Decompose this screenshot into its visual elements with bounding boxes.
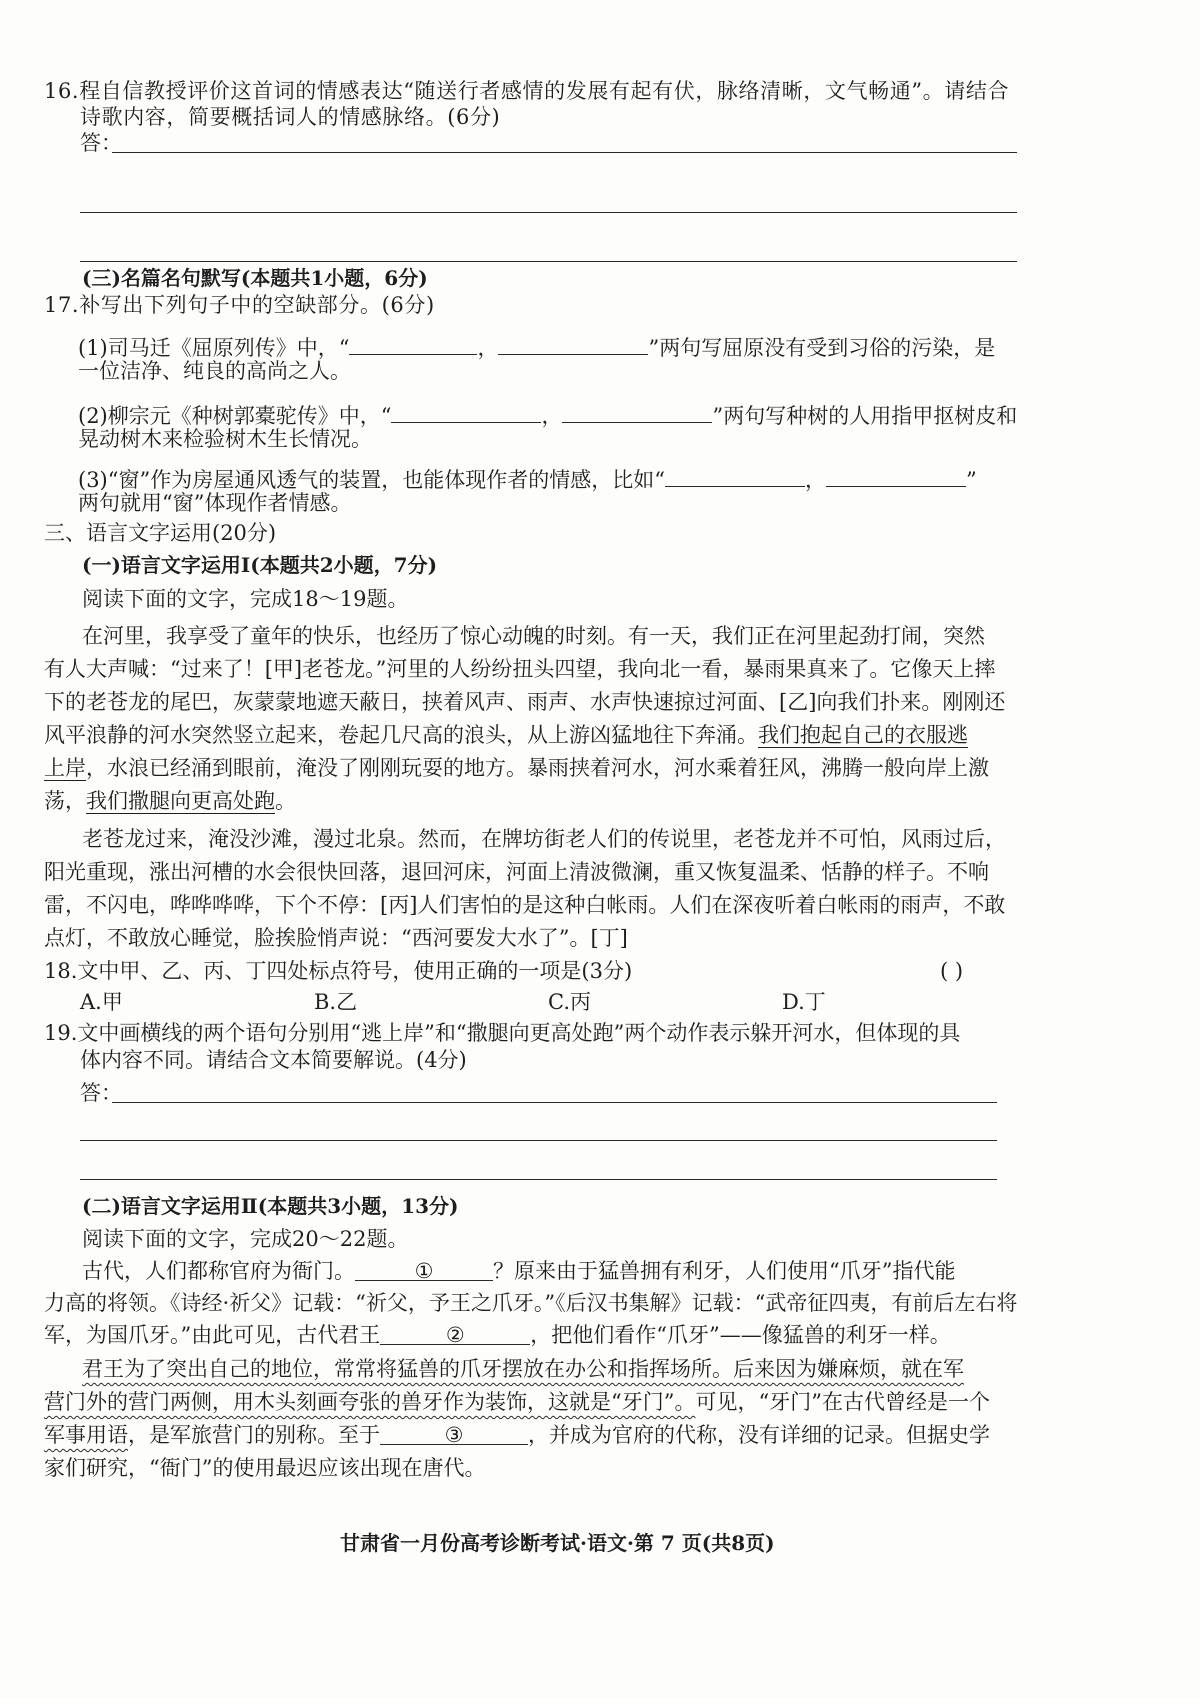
wavy-underlined-text: 营门外的营门两侧，用木头刻画夸张的兽牙作为装饰，这就是“牙门”。	[44, 1390, 696, 1414]
passage2-line: 家们研究，“衙门”的使用最迟应该出现在唐代。	[44, 1456, 486, 1480]
passage1-text: 。	[275, 789, 296, 813]
passage1-line	[44, 755, 989, 781]
q17-item3-line2: 两句就用“窗”体现作者情感。	[78, 491, 352, 515]
passage2-text: 可见，“牙门”在古代曾经是一个	[695, 1390, 990, 1414]
q17-stem: 17.补写出下列句子中的空缺部分。(6分)	[44, 293, 435, 317]
underlined-sentence-1-cont: 上岸	[44, 756, 86, 780]
q17-item-1	[78, 333, 995, 361]
q17-item-2	[78, 401, 1017, 429]
q17-item3-comma: ，	[804, 468, 826, 492]
q17-item2-suffix: ”两句写种树的人用指甲抠树皮和	[712, 404, 1018, 428]
passage1-line: 有人大声喊：“过来了！[甲]老苍龙。”河里的人纷纷扭头四望，我向北一看，暴雨果真来了。它像天上摔	[44, 657, 996, 681]
q17-item2-line2: 晃动树木来检验树木生长情况。	[78, 427, 372, 451]
passage2-blank-3[interactable]: ③	[380, 1423, 528, 1445]
passage1-line: 在河里，我享受了童年的快乐，也经历了惊心动魄的时刻。有一天，我们正在河里起劲打闹，突然	[82, 624, 985, 648]
q19-answer-line-1[interactable]	[112, 1102, 997, 1103]
passage1-line: 雷，不闪电，哗哗哗哗，下个不停：[丙]人们害怕的是这种白帐雨。人们在深夜听着白帐雨的雨声，不敢	[44, 893, 1006, 917]
q17-item1-blank-a[interactable]	[349, 333, 477, 355]
q17-item3-blank-b[interactable]	[826, 465, 966, 487]
q17-item3-prefix: (3)“窗”作为房屋通风透气的装置，也能体现作者的情感，比如“	[78, 468, 665, 492]
q18-stem: 18.文中甲、乙、丙、丁四处标点符号，使用正确的一项是(3分)	[44, 959, 633, 983]
q18-option-b[interactable]: B.乙	[314, 990, 358, 1014]
section-3-header: (三)名篇名句默写(本题共1小题，6分)	[82, 266, 428, 290]
q17-item1-blank-b[interactable]	[498, 333, 648, 355]
part-3-sub2-header: (二)语言文字运用Ⅱ(本题共3小题，13分)	[82, 1194, 459, 1218]
q18-answer-paren[interactable]: ( )	[940, 959, 964, 983]
q17-item1-line2: 一位洁净、纯良的高尚之人。	[78, 359, 351, 383]
passage1-text: 风平浪静的河水突然竖立起来，卷起几尺高的浪头，从上游凶猛地往下奔涌。	[44, 723, 758, 747]
q17-item3-suffix: ”	[965, 468, 977, 492]
q19-answer-label: 答：	[80, 1081, 122, 1105]
passage2-text: ，把他们看作“爪牙”——像猛兽的利牙一样。	[530, 1323, 951, 1347]
q19-answer-line-2[interactable]	[80, 1140, 997, 1141]
q16-stem-line2: 诗歌内容，简要概括词人的情感脉络。(6分)	[80, 105, 501, 129]
passage1-line	[44, 722, 968, 748]
passage1-line: 下的老苍龙的尾巴，灰蒙蒙地遮天蔽日，挟着风声、雨声、水声快速掠过河面、[乙]向我们扑来。刚刚还	[44, 690, 1006, 714]
q16-answer-line-3[interactable]	[80, 261, 1017, 262]
q17-item-3	[78, 465, 977, 493]
passage2-blank-1[interactable]: ①	[355, 1259, 493, 1281]
passage2-line: 力高的将领。《诗经·祈父》记载：“祈父，予王之爪牙。”《后汉书集解》记载：“武帝征四夷，有前后左右将	[44, 1291, 1018, 1315]
part-3-sub1-header: (一)语言文字运用Ⅰ(本题共2小题，7分)	[82, 553, 438, 577]
q19-answer-line-3[interactable]	[80, 1179, 997, 1180]
wavy-underlined-text: 军事用语	[44, 1423, 128, 1447]
passage1-line: 阳光重现，涨出河槽的水会很快回落，退回河床，河面上清波微澜，重又恢复温柔、恬静的样子。不响	[44, 860, 989, 884]
q18-option-c[interactable]: C.丙	[548, 990, 591, 1014]
underlined-sentence-1: 我们抱起自己的衣服逃	[758, 723, 968, 747]
passage2-line	[44, 1389, 990, 1415]
passage1-text: ，水浪已经涌到眼前，淹没了刚刚玩耍的地方。暴雨挟着河水，河水乘着狂风，沸腾一般向岸上激	[86, 756, 989, 780]
passage1-text: 荡，	[44, 789, 86, 813]
q16-answer-label: 答：	[80, 131, 122, 155]
q16-answer-line-1[interactable]	[112, 152, 1017, 153]
passage2-line	[82, 1356, 964, 1382]
q16-stem-line1: 16.程自信教授评价这首词的情感表达“随送行者感情的发展有起有伏，脉络清晰，文气畅通”。请结合	[44, 79, 1010, 103]
q18-option-a[interactable]: A.甲	[80, 990, 123, 1014]
q17-item2-blank-b[interactable]	[562, 401, 712, 423]
q17-item2-comma: ，	[541, 404, 563, 428]
passage2-line	[44, 1422, 990, 1448]
part-3-sub2-instruction: 阅读下面的文字，完成20～22题。	[82, 1227, 409, 1251]
passage2-text: ，并成为官府的代称，没有详细的记录。但据史学	[528, 1423, 990, 1447]
passage2-line	[82, 1258, 955, 1284]
part-3-sub1-instruction: 阅读下面的文字，完成18～19题。	[82, 587, 409, 611]
passage2-text: 军，为国爪牙。”由此可见，古代君王	[44, 1323, 381, 1347]
q19-stem-line1: 19.文中画横线的两个语句分别用“逃上岸”和“撒腿向更高处跑”两个动作表示躲开河水，但体现的具	[44, 1021, 961, 1045]
passage1-line: 点灯，不敢放心睡觉，脸挨脸悄声说：“西河要发大水了”。[丁]	[44, 926, 628, 950]
q19-stem-line2: 体内容不同。请结合文本简要解说。(4分)	[80, 1048, 467, 1072]
passage2-blank-2[interactable]: ②	[380, 1323, 530, 1345]
q16-answer-line-2[interactable]	[80, 212, 1017, 213]
page-footer: 甘肃省一月份高考诊断考试·语文·第 7 页(共8页)	[340, 1531, 775, 1555]
passage2-line	[44, 1322, 951, 1348]
wavy-underlined-text: 君王为了突出自己的地位，常常将猛兽的爪牙摆放在办公和指挥场所。后来因为嫌麻烦，就在军	[82, 1357, 964, 1381]
q17-item3-blank-a[interactable]	[665, 465, 805, 487]
q17-item1-suffix: ”两句写屈原没有受到习俗的污染，是	[648, 336, 996, 360]
underlined-sentence-2: 我们撒腿向更高处跑	[86, 789, 275, 813]
q17-item2-prefix: (2)柳宗元《种树郭橐驼传》中，“	[78, 404, 392, 428]
passage1-line	[44, 788, 296, 814]
passage2-text: ？原来由于猛兽拥有利牙，人们使用“爪牙”指代能	[493, 1259, 956, 1283]
part-3-title: 三、语言文字运用(20分)	[44, 521, 277, 545]
q18-option-d[interactable]: D.丁	[782, 990, 826, 1014]
passage2-text: ，是军旅营门的别称。至于	[128, 1423, 380, 1447]
q17-item1-prefix: (1)司马迁《屈原列传》中，“	[78, 336, 350, 360]
passage1-line: 老苍龙过来，淹没沙滩，漫过北泉。然而，在牌坊街老人们的传说里，老苍龙并不可怕，风雨过后，	[82, 827, 1006, 851]
q17-item1-comma: ，	[477, 336, 499, 360]
q17-item2-blank-a[interactable]	[391, 401, 541, 423]
passage2-text: 古代，人们都称官府为衙门。	[82, 1259, 355, 1283]
